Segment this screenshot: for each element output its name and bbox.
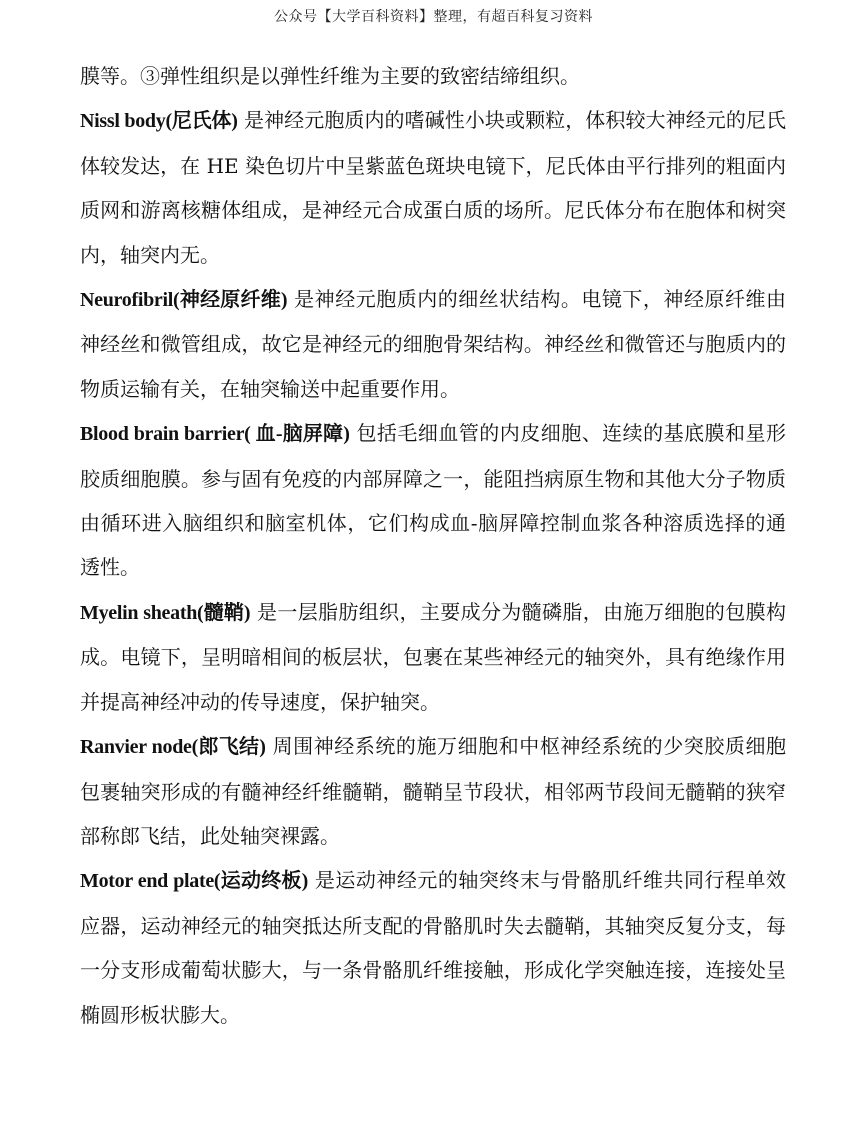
entry-nissl-body <box>80 98 786 277</box>
definition-neurofibril: 是神经元胞质内的细丝状结构。电镜下，神经原纤维由神经丝和微管组成，故它是神经元的细胞骨架结构。神经丝和微管还与胞质内的物质运输有关，在轴突输送中起重要作用。 <box>80 287 786 401</box>
term-ranvier-node: Ranvier node(郎飞结) <box>80 736 266 759</box>
definition-myelin-sheath: 是一层脂肪组织，主要成分为髓磷脂，由施万细胞的包膜构成。电镜下，呈明暗相间的板层状，包裹在某些神经元的轴突外，具有绝缘作用并提高神经冲动的传导速度，保护轴突。 <box>80 599 787 714</box>
term-blood-brain-barrier: Blood brain barrier( 血-脑屏障) <box>80 423 350 446</box>
term-motor-end-plate: Motor end plate(运动终板) <box>80 870 308 893</box>
definition-blood-brain-barrier: 包括毛细血管的内皮细胞、连续的基底膜和星形胶质细胞膜。参与固有免疫的内部屏障之一，能阻挡病原生物和其他大分子物质由循环进入脑组织和脑室机体，它们构成血-脑屏障控制血浆各种溶质选择的通透性。 <box>80 421 786 580</box>
term-neurofibril: Neurofibril(神经原纤维) <box>80 289 288 312</box>
definition-nissl-body: 是神经元胞质内的嗜碱性小块或颗粒，体积较大神经元的尼氏体较发达，在 HE 染色切片中呈紫蓝色斑块电镜下，尼氏体由平行排列的粗面内质网和游离核糖体组成，是神经元合成蛋白质的场所。尼氏体分布在胞体和树突内，轴突内无。 <box>80 108 786 267</box>
definition-ranvier-node: 周围神经系统的施万细胞和中枢神经系统的少突胶质细胞包裹轴突形成的有髓神经纤维髓鞘，髓鞘呈节段状，相邻两节段间无髓鞘的狭窄部称郎飞结，此处轴突裸露。 <box>80 734 787 848</box>
intro-paragraph: 膜等。③弹性组织是以弹性纤维为主要的致密结缔组织。 <box>80 64 580 88</box>
definition-motor-end-plate: 是运动神经元的轴突终末与骨骼肌纤维共同行程单效应器，运动神经元的轴突抵达所支配的骨骼肌时失去髓鞘，其轴突反复分支，每一分支形成葡萄状膨大，与一条骨骼肌纤维接触，形成化学突触连接，连接处呈椭圆形板状膨大。 <box>80 868 787 1027</box>
entry-blood-brain-barrier <box>80 411 786 590</box>
term-nissl-body: Nissl body(尼氏体) <box>80 110 238 133</box>
entry-myelin-sheath <box>80 590 786 724</box>
term-myelin-sheath: Myelin sheath(髓鞘) <box>80 601 251 624</box>
entry-neurofibril <box>80 277 786 411</box>
document-body <box>80 54 786 1037</box>
page-header: 公众号【大学百科资料】整理，有超百科复习资料 <box>274 9 593 25</box>
entry-motor-end-plate <box>80 858 786 1037</box>
entry-ranvier-node <box>80 724 786 858</box>
